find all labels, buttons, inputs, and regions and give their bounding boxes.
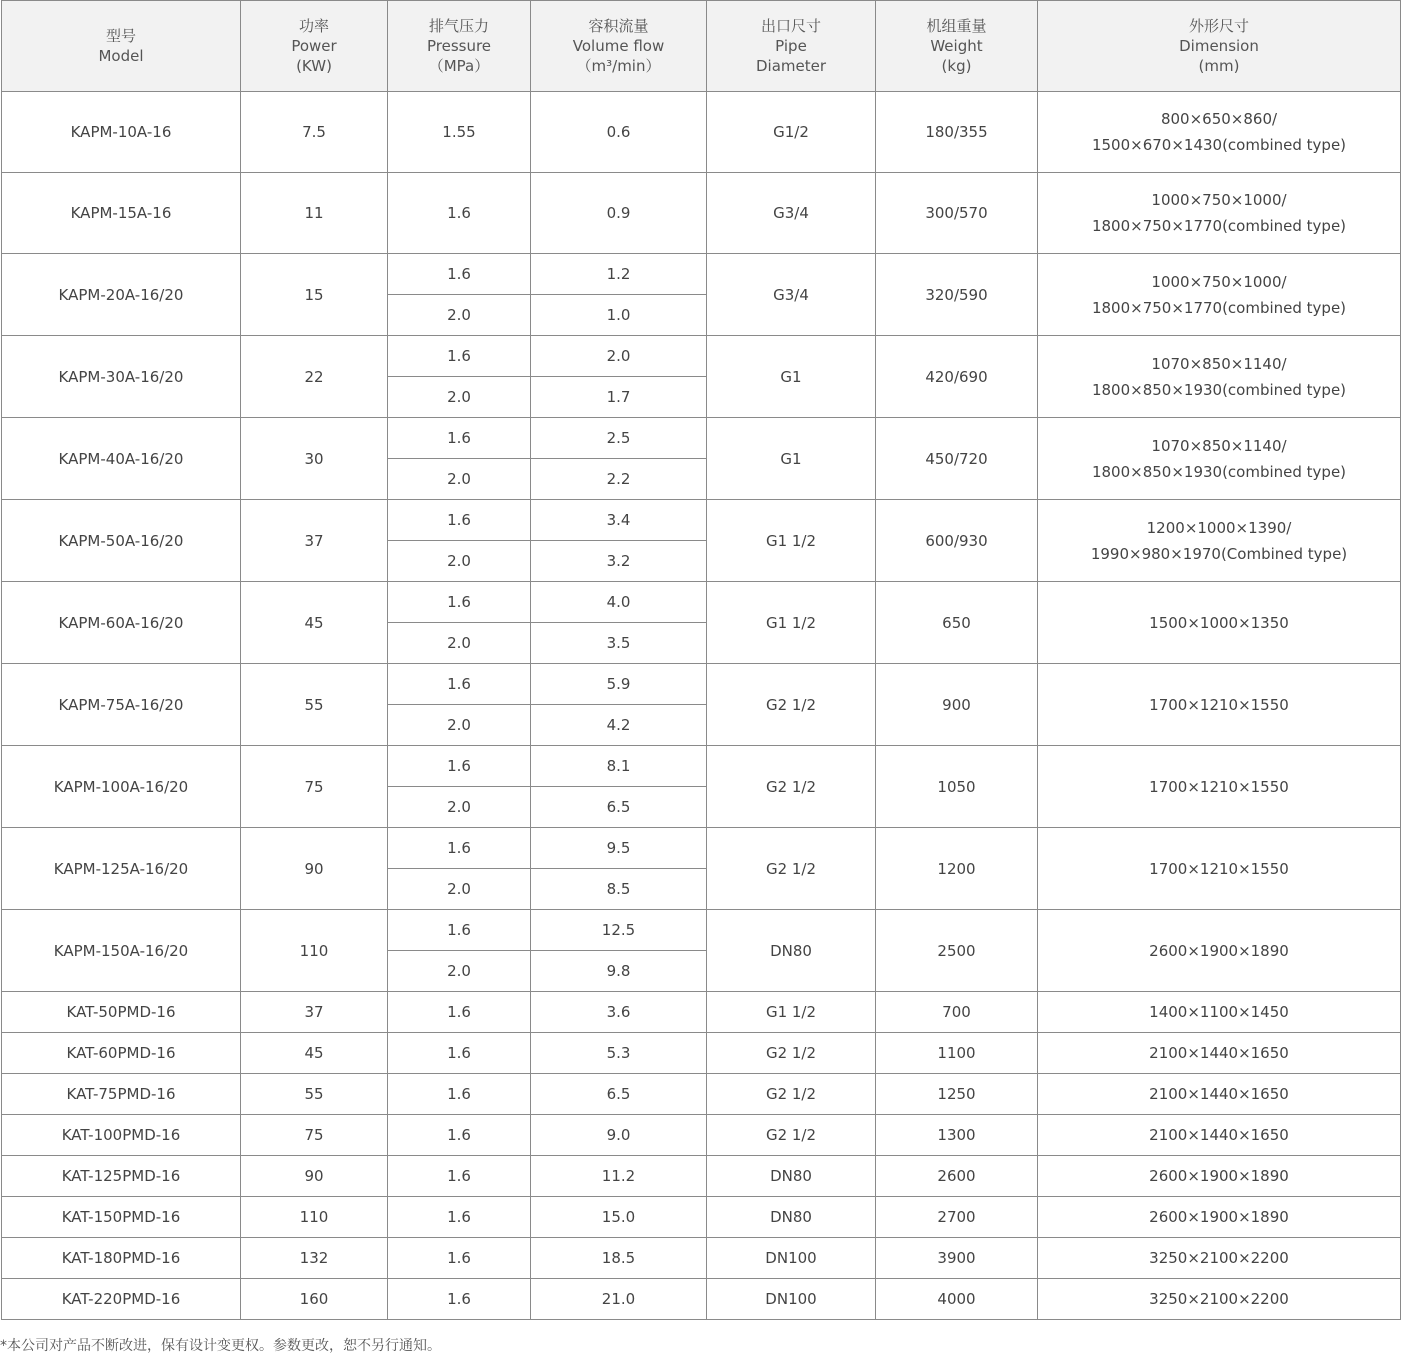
header-pipe-diameter — [707, 1, 876, 92]
volume-flow-cell: 11.2 — [531, 1156, 707, 1197]
volume-flow-cell: 1.2 — [531, 254, 707, 295]
dimension-line: 1070×850×1140/ — [1151, 436, 1287, 455]
pressure-cell: 2.0 — [388, 951, 531, 992]
pipe-diameter-cell: DN80 — [707, 1156, 876, 1197]
dimension-cell — [1038, 582, 1401, 664]
volume-flow-cell: 0.6 — [531, 92, 707, 173]
weight-cell: 2700 — [876, 1197, 1038, 1238]
pipe-diameter-cell: G1 — [707, 336, 876, 418]
volume-flow-cell: 4.2 — [531, 705, 707, 746]
header-line: Pipe — [775, 37, 807, 55]
header-line: （m³/min） — [576, 57, 661, 75]
volume-flow-cell: 5.3 — [531, 1033, 707, 1074]
power-cell: 45 — [241, 1033, 388, 1074]
pipe-diameter-cell: DN100 — [707, 1238, 876, 1279]
volume-flow-cell: 9.5 — [531, 828, 707, 869]
pressure-cell: 1.6 — [388, 828, 531, 869]
table-row — [2, 1074, 1401, 1115]
dimension-line: 2600×1900×1890 — [1149, 1208, 1289, 1226]
volume-flow-cell: 2.0 — [531, 336, 707, 377]
pressure-cell: 1.6 — [388, 418, 531, 459]
power-cell: 75 — [241, 746, 388, 828]
pressure-cell: 1.6 — [388, 336, 531, 377]
header-line: Model — [98, 47, 144, 65]
dimension-cell — [1038, 1074, 1401, 1115]
volume-flow-cell: 4.0 — [531, 582, 707, 623]
volume-flow-cell: 15.0 — [531, 1197, 707, 1238]
dimension-cell — [1038, 992, 1401, 1033]
pressure-cell: 1.6 — [388, 1115, 531, 1156]
pressure-cell: 1.6 — [388, 746, 531, 787]
pipe-diameter-cell: G2 1/2 — [707, 664, 876, 746]
weight-cell: 1300 — [876, 1115, 1038, 1156]
pressure-cell: 1.6 — [388, 1238, 531, 1279]
model-cell: KAT-220PMD-16 — [2, 1279, 241, 1320]
dimension-line: 1700×1210×1550 — [1149, 695, 1289, 714]
volume-flow-cell: 1.0 — [531, 295, 707, 336]
header-line: (mm) — [1198, 57, 1240, 75]
header-weight — [876, 1, 1038, 92]
header-model — [2, 1, 241, 92]
weight-cell: 650 — [876, 582, 1038, 664]
power-cell: 45 — [241, 582, 388, 664]
pipe-diameter-cell: G2 1/2 — [707, 828, 876, 910]
pressure-cell: 1.6 — [388, 992, 531, 1033]
table-row — [2, 1238, 1401, 1279]
power-cell: 7.5 — [241, 92, 388, 173]
header-line: (kg) — [941, 57, 972, 75]
dimension-cell — [1038, 664, 1401, 746]
pressure-cell: 2.0 — [388, 295, 531, 336]
volume-flow-cell: 2.5 — [531, 418, 707, 459]
weight-cell: 180/355 — [876, 92, 1038, 173]
volume-flow-cell: 3.4 — [531, 500, 707, 541]
model-cell: KAPM-10A-16 — [2, 92, 241, 173]
header-line: Pressure — [426, 37, 492, 55]
pipe-diameter-cell: G1 1/2 — [707, 992, 876, 1033]
dimension-line: 2600×1900×1890 — [1149, 1167, 1289, 1185]
weight-cell: 600/930 — [876, 500, 1038, 582]
volume-flow-cell: 3.6 — [531, 992, 707, 1033]
volume-flow-cell: 21.0 — [531, 1279, 707, 1320]
weight-cell: 900 — [876, 664, 1038, 746]
dimension-cell — [1038, 92, 1401, 173]
model-cell: KAPM-20A-16/20 — [2, 254, 241, 336]
table-row — [2, 992, 1401, 1033]
volume-flow-cell: 1.7 — [531, 377, 707, 418]
dimension-line: 1700×1210×1550 — [1149, 859, 1289, 878]
header-line: 机组重量 — [926, 17, 987, 35]
pipe-diameter-cell: G1/2 — [707, 92, 876, 173]
dimension-line: 800×650×860/ — [1160, 110, 1278, 128]
dimension-line: 1500×1000×1350 — [1149, 613, 1289, 632]
dimension-cell — [1038, 828, 1401, 910]
power-cell: 110 — [241, 910, 388, 992]
volume-flow-cell: 9.0 — [531, 1115, 707, 1156]
header-line: Power — [291, 37, 337, 55]
pressure-cell: 1.6 — [388, 1197, 531, 1238]
model-cell: KAT-75PMD-16 — [2, 1074, 241, 1115]
header-line: Dimension — [1179, 37, 1259, 55]
pressure-cell: 1.6 — [388, 173, 531, 254]
pipe-diameter-cell: G2 1/2 — [707, 1033, 876, 1074]
volume-flow-cell: 8.5 — [531, 869, 707, 910]
dimension-line: 2600×1900×1890 — [1149, 941, 1289, 960]
pressure-cell: 1.6 — [388, 910, 531, 951]
power-cell: 160 — [241, 1279, 388, 1320]
table-row — [2, 1197, 1401, 1238]
volume-flow-cell: 3.2 — [531, 541, 707, 582]
header-line: (KW) — [296, 57, 332, 75]
spec-table — [1, 0, 1401, 1320]
dimension-cell — [1038, 254, 1401, 336]
table-row — [2, 910, 1401, 951]
weight-cell: 2600 — [876, 1156, 1038, 1197]
header-volume-flow — [531, 1, 707, 92]
volume-flow-cell: 8.1 — [531, 746, 707, 787]
table-row — [2, 173, 1401, 254]
dimension-cell — [1038, 1279, 1401, 1320]
power-cell: 90 — [241, 828, 388, 910]
power-cell: 22 — [241, 336, 388, 418]
header-line: 出口尺寸 — [760, 17, 821, 35]
power-cell: 15 — [241, 254, 388, 336]
header-line: 外形尺寸 — [1188, 17, 1249, 35]
header-line: 型号 — [105, 27, 136, 45]
model-cell: KAT-150PMD-16 — [2, 1197, 241, 1238]
volume-flow-cell: 6.5 — [531, 787, 707, 828]
model-cell: KAPM-30A-16/20 — [2, 336, 241, 418]
pressure-cell: 1.6 — [388, 1033, 531, 1074]
pressure-cell: 1.6 — [388, 1074, 531, 1115]
model-cell: KAPM-75A-16/20 — [2, 664, 241, 746]
table-row — [2, 1279, 1401, 1320]
dimension-cell — [1038, 746, 1401, 828]
dimension-line: 1990×980×1970(Combined type) — [1090, 544, 1348, 563]
pressure-cell: 1.6 — [388, 582, 531, 623]
dimension-line: 1400×1100×1450 — [1149, 1003, 1289, 1021]
pipe-diameter-cell: DN80 — [707, 910, 876, 992]
dimension-line: 1000×750×1000/ — [1151, 191, 1287, 209]
power-cell: 75 — [241, 1115, 388, 1156]
model-cell: KAPM-125A-16/20 — [2, 828, 241, 910]
dimension-line: 1000×750×1000/ — [1151, 272, 1287, 291]
dimension-cell — [1038, 336, 1401, 418]
weight-cell: 300/570 — [876, 173, 1038, 254]
weight-cell: 3900 — [876, 1238, 1038, 1279]
pipe-diameter-cell: G1 1/2 — [707, 582, 876, 664]
weight-cell: 320/590 — [876, 254, 1038, 336]
weight-cell: 1250 — [876, 1074, 1038, 1115]
header-power — [241, 1, 388, 92]
dimension-cell — [1038, 500, 1401, 582]
pressure-cell: 1.6 — [388, 500, 531, 541]
table-row — [2, 664, 1401, 705]
pressure-cell: 1.6 — [388, 1279, 531, 1320]
dimension-line: 2100×1440×1650 — [1149, 1126, 1289, 1144]
table-row — [2, 1115, 1401, 1156]
dimension-cell — [1038, 418, 1401, 500]
pipe-diameter-cell: G3/4 — [707, 254, 876, 336]
weight-cell: 1100 — [876, 1033, 1038, 1074]
pressure-cell: 2.0 — [388, 377, 531, 418]
pressure-cell: 2.0 — [388, 459, 531, 500]
model-cell: KAT-125PMD-16 — [2, 1156, 241, 1197]
power-cell: 37 — [241, 992, 388, 1033]
weight-cell: 450/720 — [876, 418, 1038, 500]
table-row — [2, 828, 1401, 869]
model-cell: KAPM-15A-16 — [2, 173, 241, 254]
weight-cell: 2500 — [876, 910, 1038, 992]
pipe-diameter-cell: G3/4 — [707, 173, 876, 254]
dimension-cell — [1038, 1156, 1401, 1197]
model-cell: KAT-100PMD-16 — [2, 1115, 241, 1156]
model-cell: KAPM-50A-16/20 — [2, 500, 241, 582]
header-line: Weight — [930, 37, 983, 55]
pipe-diameter-cell: G1 — [707, 418, 876, 500]
table-row — [2, 254, 1401, 295]
volume-flow-cell: 0.9 — [531, 173, 707, 254]
model-cell: KAPM-100A-16/20 — [2, 746, 241, 828]
volume-flow-cell: 9.8 — [531, 951, 707, 992]
pipe-diameter-cell: G2 1/2 — [707, 1074, 876, 1115]
pipe-diameter-cell: DN100 — [707, 1279, 876, 1320]
header-line: 功率 — [298, 17, 329, 35]
model-cell: KAT-60PMD-16 — [2, 1033, 241, 1074]
pressure-cell: 1.6 — [388, 664, 531, 705]
dimension-line: 1200×1000×1390/ — [1146, 518, 1292, 537]
table-row — [2, 746, 1401, 787]
dimension-cell — [1038, 1238, 1401, 1279]
dimension-cell — [1038, 910, 1401, 992]
table-row — [2, 336, 1401, 377]
dimension-line: 1070×850×1140/ — [1151, 354, 1287, 373]
volume-flow-cell: 6.5 — [531, 1074, 707, 1115]
header-line: Diameter — [755, 57, 827, 75]
dimension-line: 1500×670×1430(combined type) — [1091, 136, 1347, 154]
footnote: *本公司对产品不断改进，保有设计变更权。参数更改，恕不另行通知。 — [0, 1338, 441, 1354]
dimension-line: 1700×1210×1550 — [1149, 777, 1289, 796]
model-cell: KAPM-60A-16/20 — [2, 582, 241, 664]
weight-cell: 1050 — [876, 746, 1038, 828]
pipe-diameter-cell: G1 1/2 — [707, 500, 876, 582]
pressure-cell: 2.0 — [388, 869, 531, 910]
volume-flow-cell: 2.2 — [531, 459, 707, 500]
pipe-diameter-cell: DN80 — [707, 1197, 876, 1238]
weight-cell: 420/690 — [876, 336, 1038, 418]
power-cell: 30 — [241, 418, 388, 500]
model-cell: KAPM-150A-16/20 — [2, 910, 241, 992]
dimension-line: 3250×2100×2200 — [1149, 1290, 1289, 1308]
volume-flow-cell: 18.5 — [531, 1238, 707, 1279]
power-cell: 132 — [241, 1238, 388, 1279]
table-row — [2, 418, 1401, 459]
pressure-cell: 2.0 — [388, 623, 531, 664]
dimension-line: 1800×750×1770(combined type) — [1091, 217, 1347, 235]
power-cell: 11 — [241, 173, 388, 254]
pipe-diameter-cell: G2 1/2 — [707, 1115, 876, 1156]
header-line: Volume flow — [572, 37, 665, 55]
dimension-line: 1800×850×1930(combined type) — [1091, 462, 1347, 481]
weight-cell: 700 — [876, 992, 1038, 1033]
dimension-line: 2100×1440×1650 — [1149, 1085, 1289, 1103]
dimension-line: 2100×1440×1650 — [1149, 1044, 1289, 1062]
dimension-cell — [1038, 1197, 1401, 1238]
pressure-cell: 1.55 — [388, 92, 531, 173]
power-cell: 55 — [241, 664, 388, 746]
table-row — [2, 92, 1401, 173]
volume-flow-cell: 3.5 — [531, 623, 707, 664]
model-cell: KAPM-40A-16/20 — [2, 418, 241, 500]
table-row — [2, 500, 1401, 541]
table-row — [2, 582, 1401, 623]
table-row — [2, 1033, 1401, 1074]
header-line: 排气压力 — [428, 17, 489, 35]
model-cell: KAT-50PMD-16 — [2, 992, 241, 1033]
dimension-cell — [1038, 173, 1401, 254]
dimension-line: 1800×750×1770(combined type) — [1091, 298, 1347, 317]
table-row — [2, 1156, 1401, 1197]
header-line: 容积流量 — [588, 17, 649, 35]
pipe-diameter-cell: G2 1/2 — [707, 746, 876, 828]
pressure-cell: 1.6 — [388, 254, 531, 295]
pressure-cell: 2.0 — [388, 541, 531, 582]
pressure-cell: 2.0 — [388, 787, 531, 828]
volume-flow-cell: 5.9 — [531, 664, 707, 705]
dimension-cell — [1038, 1033, 1401, 1074]
dimension-line: 3250×2100×2200 — [1149, 1249, 1289, 1267]
weight-cell: 1200 — [876, 828, 1038, 910]
header-pressure — [388, 1, 531, 92]
header-dimension — [1038, 1, 1401, 92]
model-cell: KAT-180PMD-16 — [2, 1238, 241, 1279]
pressure-cell: 1.6 — [388, 1156, 531, 1197]
pressure-cell: 2.0 — [388, 705, 531, 746]
table-body — [2, 92, 1401, 1320]
power-cell: 37 — [241, 500, 388, 582]
dimension-cell — [1038, 1115, 1401, 1156]
header-row — [2, 1, 1401, 92]
dimension-line: 1800×850×1930(combined type) — [1091, 380, 1347, 399]
power-cell: 90 — [241, 1156, 388, 1197]
volume-flow-cell: 12.5 — [531, 910, 707, 951]
power-cell: 55 — [241, 1074, 388, 1115]
weight-cell: 4000 — [876, 1279, 1038, 1320]
power-cell: 110 — [241, 1197, 388, 1238]
header-line: （MPa） — [428, 57, 490, 75]
